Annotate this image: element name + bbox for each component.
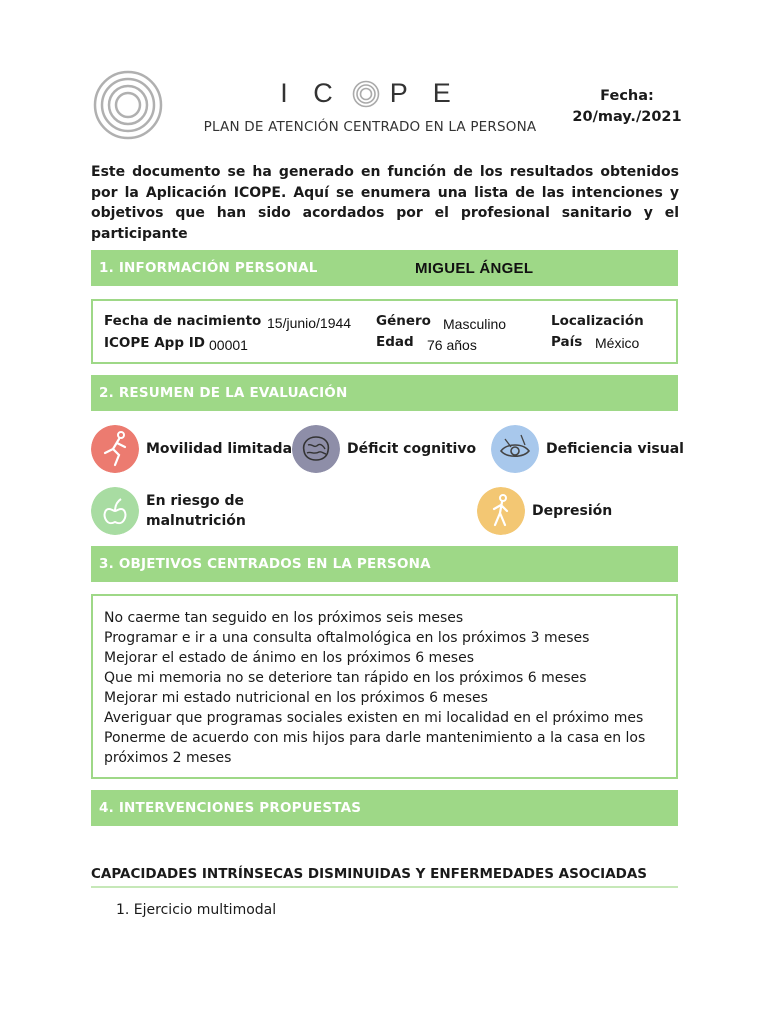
section-assessment-title: 2. RESUMEN DE LA EVALUACIÓN [99, 385, 348, 401]
brain-icon [292, 425, 340, 473]
birth-label: Fecha de nacimiento [104, 313, 262, 329]
section-assessment-header [91, 375, 678, 411]
patient-name: MIGUEL ÁNGEL [415, 260, 534, 277]
intrinsic-capacities-heading: CAPACIDADES INTRÍNSECAS DISMINUIDAS Y ENFERMEDADES ASOCIADAS [91, 866, 678, 888]
eye-icon [491, 425, 539, 473]
brand-title-left: I C [280, 78, 342, 108]
goals-list [104, 608, 664, 768]
condition-nutrition-label [146, 491, 246, 531]
brand-o-rings-icon [352, 80, 380, 108]
section-interventions-title: 4. INTERVENCIONES PROPUESTAS [99, 800, 362, 816]
condition-visual-label: Deficiencia visual [546, 441, 684, 457]
goal-item: Programar e ir a una consulta oftalmológica en los próximos 3 meses [104, 630, 590, 646]
goal-item: Que mi memoria no se deteriore tan rápido en los próximos 6 meses [104, 670, 587, 686]
condition-nutrition-label-line2: malnutrición [146, 513, 246, 529]
goal-item: Averiguar que programas sociales existen en mi localidad en el próximo mes [104, 710, 644, 726]
condition-visual [491, 425, 684, 473]
country-label: País [551, 334, 583, 350]
section-interventions-header [91, 790, 678, 826]
condition-nutrition-label-line1: En riesgo de [146, 493, 244, 509]
brand-title-right: P E [389, 78, 460, 108]
mobility-icon [91, 425, 139, 473]
nutrition-icon [91, 487, 139, 535]
section-goals-title: 3. OBJETIVOS CENTRADOS EN LA PERSONA [99, 556, 431, 572]
app-id-value: 00001 [209, 337, 248, 353]
intro-paragraph: Este documento se ha generado en función de los resultados obtenidos por la Aplicación ICOPE. Aquí se enumera una lista de las intenciones y objetivos que han sido acordados por el profesional sanitario y el participante [91, 164, 679, 242]
goal-item: Mejorar el estado de ánimo en los próximos 6 meses [104, 650, 475, 666]
depression-icon [477, 487, 525, 535]
brand-title [200, 78, 540, 109]
personal-info-box [91, 299, 678, 364]
goal-item: Ponerme de acuerdo con mis hijos para darle mantenimiento a la casa en los [104, 730, 646, 746]
age-value: 76 años [427, 337, 477, 353]
birth-value: 15/junio/1944 [267, 315, 352, 331]
date-block [572, 86, 682, 128]
condition-depression [477, 487, 612, 535]
gender-label: Género [376, 313, 431, 329]
condition-cognitive [292, 425, 476, 473]
country-value: México [595, 335, 640, 351]
app-id-label: ICOPE App ID [104, 335, 205, 351]
age-label: Edad [376, 334, 414, 350]
gender-value: Masculino [443, 316, 507, 332]
section-goals-header [91, 546, 678, 582]
goal-item: No caerme tan seguido en los próximos seis meses [104, 610, 464, 626]
condition-mobility [91, 425, 292, 473]
intervention-item: 1. Ejercicio multimodal [116, 902, 277, 918]
date-label: Fecha: [600, 88, 654, 104]
condition-nutrition [91, 487, 246, 535]
date-value: 20/may./2021 [572, 109, 682, 125]
condition-depression-label: Depresión [532, 503, 613, 519]
section-personal-title: 1. INFORMACIÓN PERSONAL [99, 260, 318, 276]
location-label: Localización [551, 313, 644, 329]
goal-item: próximos 2 meses [104, 750, 232, 766]
goal-item: Mejorar mi estado nutricional en los próximos 6 meses [104, 690, 488, 706]
page-subtitle: PLAN DE ATENCIÓN CENTRADO EN LA PERSONA [203, 119, 537, 135]
brand-block [200, 78, 540, 135]
condition-mobility-label: Movilidad limitada [146, 441, 293, 457]
condition-cognitive-label: Déficit cognitivo [347, 441, 477, 457]
icope-logo-icon [93, 70, 163, 140]
section-personal-header [91, 250, 678, 286]
